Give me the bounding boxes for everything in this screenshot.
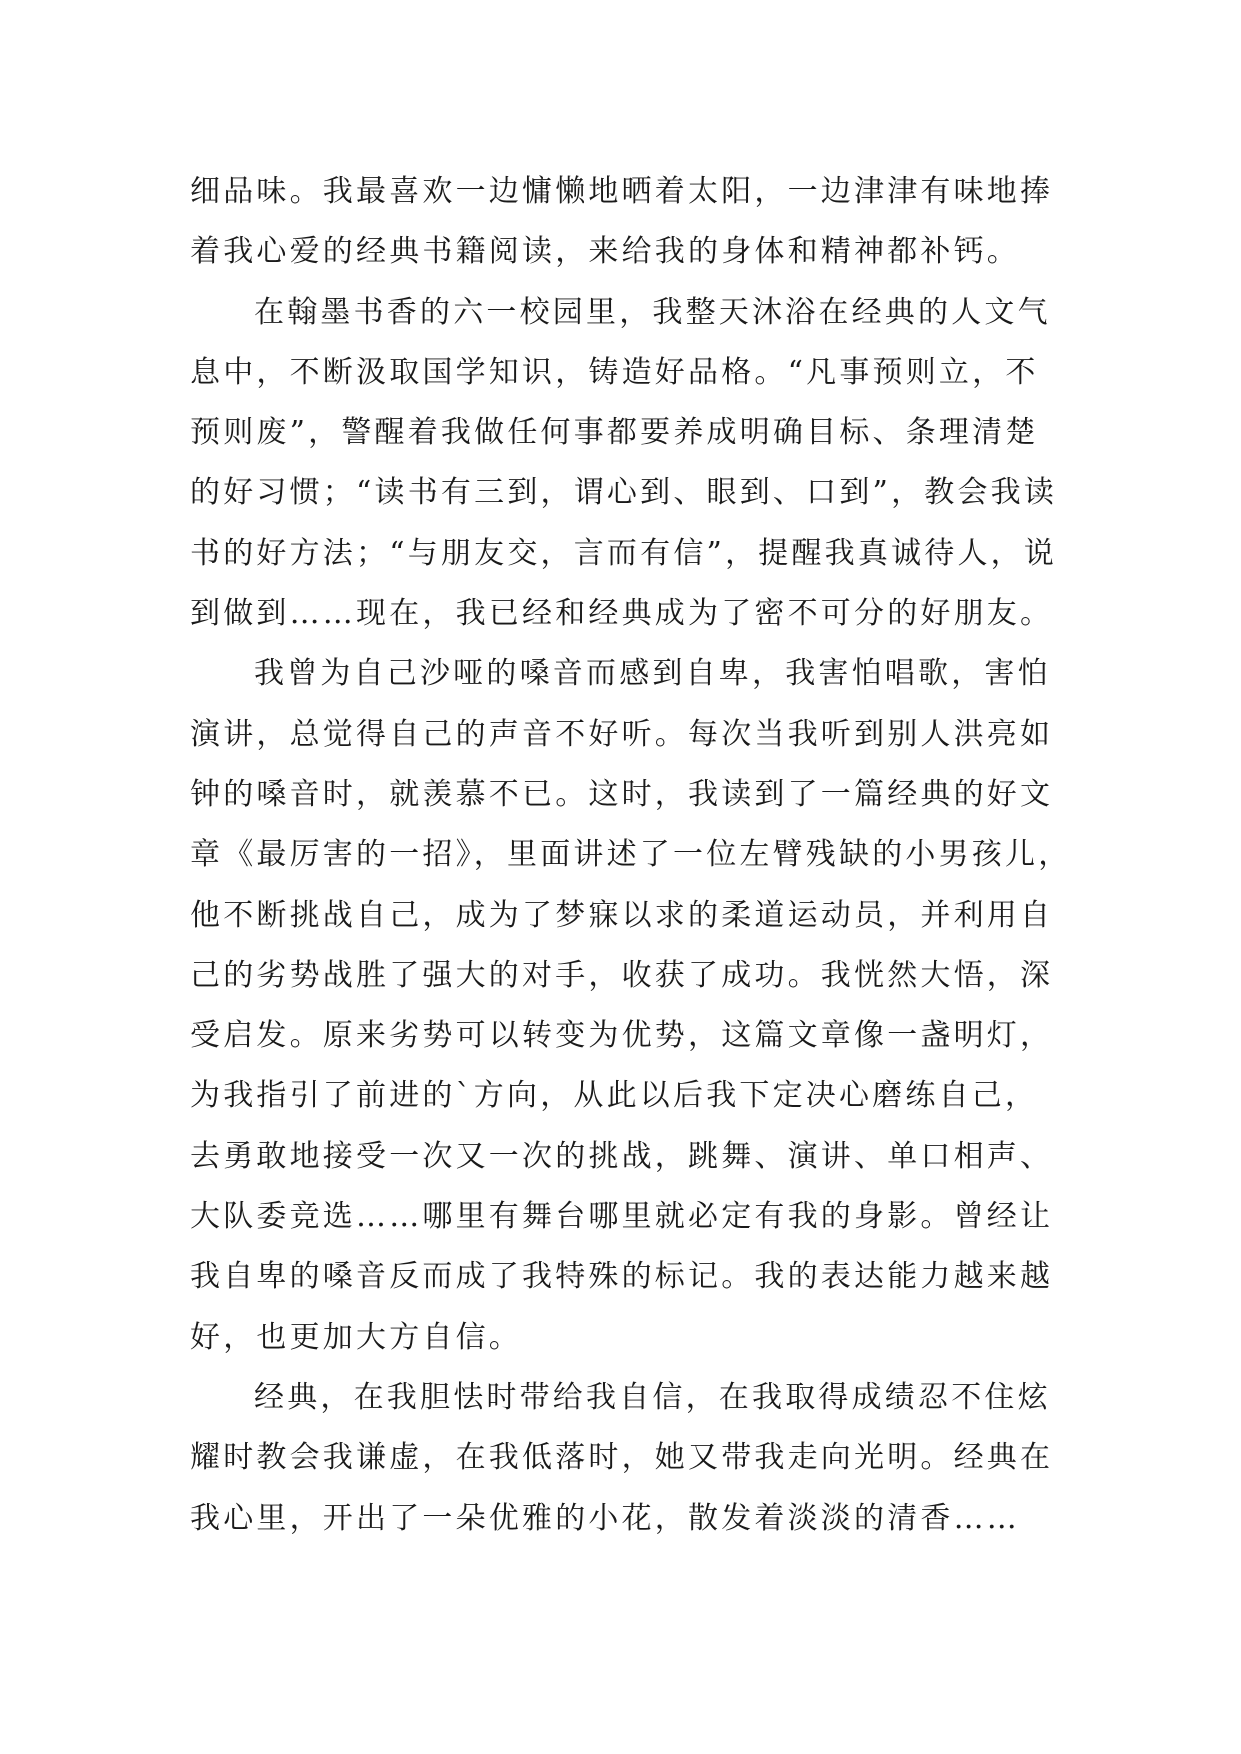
paragraph	[190, 1368, 1054, 1549]
text-line: 章《最厉害的一招》，里面讲述了一位左臂残缺的小男孩儿，	[190, 837, 1072, 873]
text-line: 书的好方法；“与朋友交，言而有信”，提醒我真诚待人，说	[190, 535, 1058, 571]
text-line: 好，也更加大方自信。	[190, 1319, 522, 1355]
paragraph	[190, 283, 1058, 645]
text-line: 去勇敢地接受一次又一次的挑战，跳舞、演讲、单口相声、	[190, 1138, 1054, 1174]
text-line: 为我指引了前进的`方向，从此以后我下定决心磨练自己，	[190, 1078, 1039, 1114]
text-line: 我曾为自己沙哑的嗓音而感到自卑，我害怕唱歌，害怕	[254, 656, 1051, 692]
text-line: 到做到……现在，我已经和经典成为了密不可分的好朋友。	[190, 596, 1054, 632]
text-line: 大队委竞选……哪里有舞台哪里就必定有我的身影。曾经让	[190, 1199, 1054, 1235]
document-body	[190, 162, 1072, 1549]
paragraph	[190, 644, 1072, 1368]
text-line: 着我心爱的经典书籍阅读，来给我的身体和精神都补钙。	[190, 234, 1020, 270]
text-line: 我自卑的嗓音反而成了我特殊的标记。我的表达能力越来越	[190, 1259, 1054, 1295]
text-line: 细品味。我最喜欢一边慵懒地晒着太阳，一边津津有味地捧	[190, 174, 1054, 209]
text-line: 的好习惯；“读书有三到，谓心到、眼到、口到”，教会我读	[190, 475, 1058, 511]
text-line: 经典，在我胆怯时带给我自信，在我取得成绩忍不住炫	[254, 1379, 1051, 1415]
text-line: 受启发。原来劣势可以转变为优势，这篇文章像一盏明灯，	[190, 1018, 1054, 1054]
text-line: 在翰墨书香的六一校园里，我整天沐浴在经典的人文气	[254, 294, 1051, 330]
text-line: 预则废”，警醒着我做任何事都要养成明确目标、条理清楚	[190, 415, 1039, 451]
paragraph	[190, 162, 1054, 283]
text-line: 演讲，总觉得自己的声音不好听。每次当我听到别人洪亮如	[190, 716, 1054, 752]
text-line: 息中，不断汲取国学知识，铸造好品格。“凡事预则立，不	[190, 354, 1039, 390]
text-line: 我心里，开出了一朵优雅的小花，散发着淡淡的清香……	[190, 1500, 1020, 1536]
text-line: 他不断挑战自己，成为了梦寐以求的柔道运动员，并利用自	[190, 897, 1054, 933]
text-line: 钟的嗓音时，就羡慕不已。这时，我读到了一篇经典的好文	[190, 776, 1054, 812]
text-line: 耀时教会我谦虚，在我低落时，她又带我走向光明。经典在	[190, 1440, 1054, 1476]
text-line: 己的劣势战胜了强大的对手，收获了成功。我恍然大悟，深	[190, 957, 1054, 993]
